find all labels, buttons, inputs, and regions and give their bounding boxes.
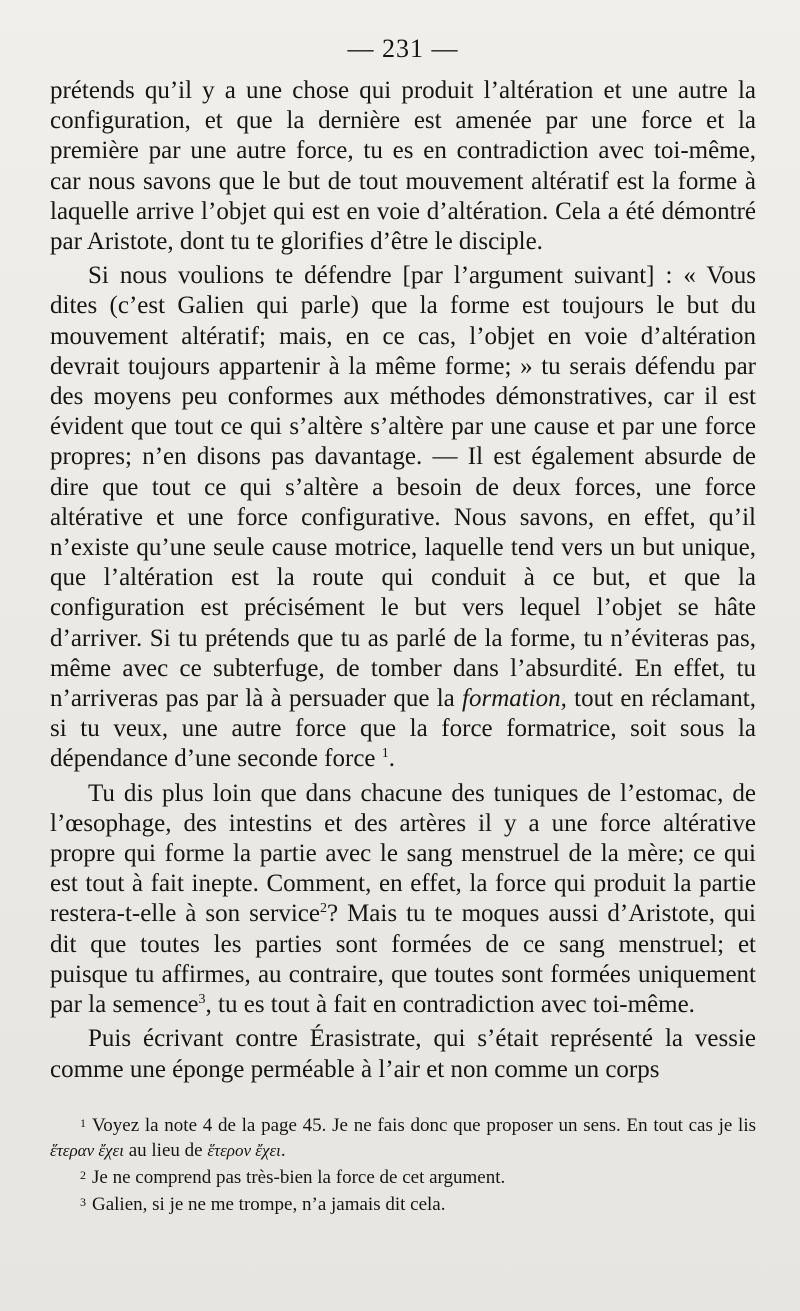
footnote-ref[interactable]: 2 xyxy=(319,901,327,917)
paragraph xyxy=(50,779,756,1021)
footnote-text: Galien, si je ne me trompe, n’a jamais dit cela. xyxy=(92,1193,446,1215)
paragraph-text: ? Mais tu te moques aussi d’Aristote, qui dit que toutes les parties sont formées de ce sang menstruel; et puisque tu affirmes, au contraire, que toutes sont formées uniquement par la semence xyxy=(50,900,756,1019)
footnote xyxy=(50,1190,756,1217)
footnote-mark: 3 xyxy=(80,1194,86,1209)
paragraph xyxy=(50,76,756,257)
footnote-ref[interactable]: 1 xyxy=(381,746,389,762)
paragraph xyxy=(50,1024,756,1084)
paragraph xyxy=(50,261,756,774)
footnote-ref[interactable]: 3 xyxy=(198,992,206,1008)
footnote-text: Je ne comprend pas très-bien la force de cet argument. xyxy=(92,1166,506,1188)
paragraph-text: Si nous voulions te défendre [par l’argument suivant] : « Vous dites (c’est Galien qui parle) que la forme est toujours le but du mouvement altératif; mais, en ce cas, l’objet en voie d’altération devrait toujours appartenir à la même forme; » tu serais défendu par des moyens peu conformes aux méthodes démonstratives, car il est évident que tout ce qui s’altère s’altère par une cause et par une force propres; n’en disons pas davantage. — Il est également absurde de dire que tout ce qui s’altère a besoin de deux forces, une force altérative et une force configurative. Nous savons, en effet, qu’il n’existe qu’une seule cause motrice, laquelle tend vers un but unique, que l’altération est la route qui conduit à ce but, et que la configuration est précisément le but vers lequel l’objet se hâte d’arriver. Si tu prétends que tu as parlé de la forme, tu n’éviteras pas, même avec ce subterfuge, de tomber dans l’absurdité. En effet, tu n’arriveras pas par là à persuader que la xyxy=(50,262,756,713)
footnote-text: au lieu de xyxy=(128,1139,203,1161)
footnote-mark: 2 xyxy=(80,1167,86,1182)
footnote-text: Voyez la note 4 de la page 45. Je ne fais donc que proposer un sens. En tout cas je lis xyxy=(92,1114,756,1136)
footnote xyxy=(50,1111,756,1163)
paragraph-text: , tu es tout à fait en contradiction avec toi-même. xyxy=(205,991,695,1019)
footnote xyxy=(50,1163,756,1190)
paragraph-text: . xyxy=(388,745,396,773)
italic-term: formation, xyxy=(462,685,567,713)
footnote-text: . xyxy=(280,1139,286,1161)
paragraph-text: Puis écrivant contre Érasistrate, qui s’était représenté la vessie comme une éponge perméable à l’air et non comme un corps xyxy=(50,1025,756,1083)
paragraph-text: prétends qu’il y a une chose qui produit l’altération et une autre la configuration, et que la dernière est amenée par une force et la première par une autre force, tu es en contradiction avec toi-même, car nous savons que le but de tout mouvement altératif est la forme à laquelle arrive l’objet qui est en voie d’altération. Cela a été démontré par Aristote, dont tu te glorifies d’être le disciple. xyxy=(50,77,756,256)
footnotes xyxy=(50,1111,756,1217)
footnote-mark: 1 xyxy=(80,1115,86,1130)
paragraph-text: tout en réclamant, si tu veux, une autre force que la force formatrice, soit sous la dépendance d’une seconde force xyxy=(50,685,756,773)
greek-text: ἕτεραν ἔχει xyxy=(50,1140,124,1160)
greek-text: ἕτερον ἔχει xyxy=(207,1140,281,1160)
page-number: — 231 — xyxy=(347,34,459,63)
paragraph-text: Tu dis plus loin que dans chacune des tuniques de l’estomac, de l’œsophage, des intestins et des artères il y a une force altérative propre qui forme la partie avec le sang menstruel de la mère; ce qui est tout à fait inepte. Comment, en effet, la force qui produit la partie restera-t-elle à son service xyxy=(50,779,756,928)
body-text xyxy=(50,76,756,1085)
